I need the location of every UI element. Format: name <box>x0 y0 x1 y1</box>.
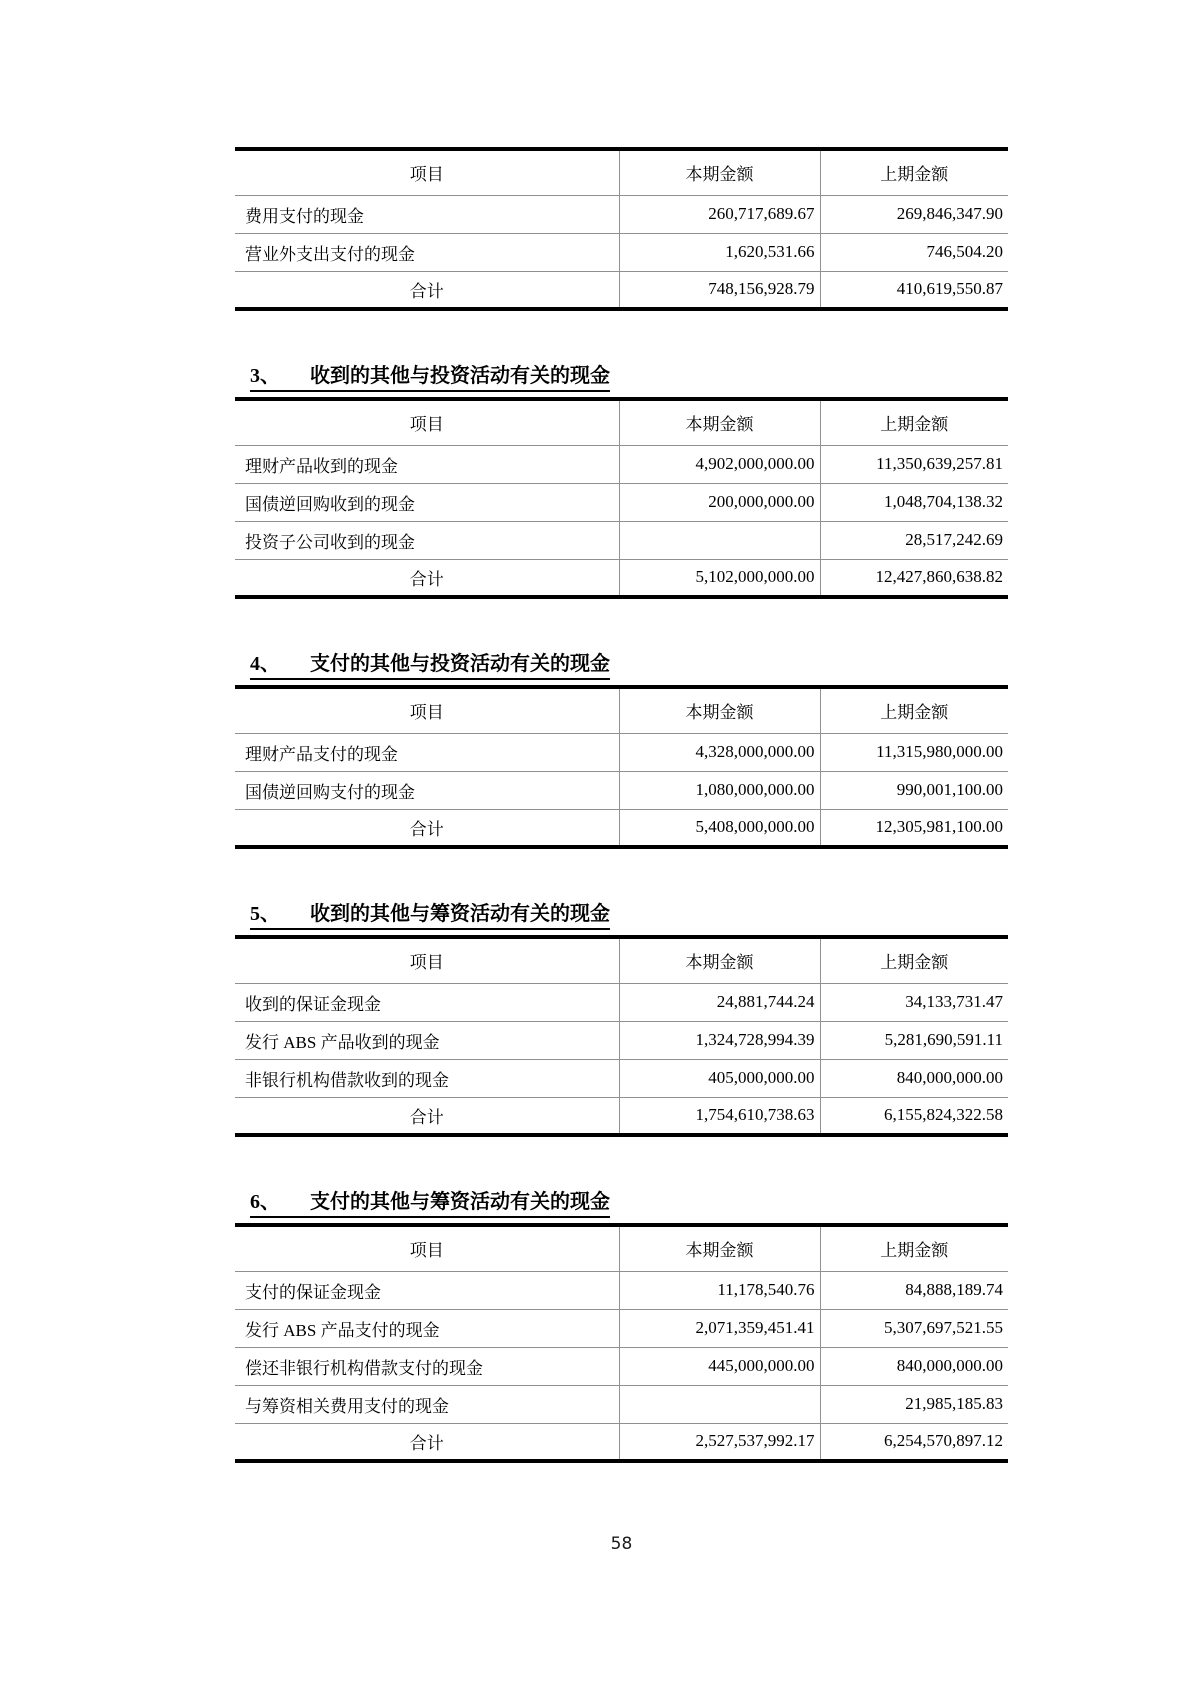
row-prior-amount: 28,517,242.69 <box>820 521 1008 559</box>
row-item-label: 投资子公司收到的现金 <box>235 521 619 559</box>
table-header-row <box>235 149 1008 195</box>
row-item-label: 偿还非银行机构借款支付的现金 <box>235 1347 619 1385</box>
total-row <box>235 559 1008 597</box>
financial-table <box>235 935 1008 1137</box>
total-prior-amount: 6,155,824,322.58 <box>820 1097 1008 1135</box>
col-header-item: 项目 <box>235 399 619 445</box>
total-row <box>235 271 1008 309</box>
table-body <box>235 983 1008 1135</box>
col-header-item: 项目 <box>235 937 619 983</box>
report-section <box>235 147 1008 311</box>
col-header-prior-period: 上期金额 <box>820 687 1008 733</box>
row-current-amount: 4,328,000,000.00 <box>619 733 820 771</box>
row-current-amount: 1,620,531.66 <box>619 233 820 271</box>
row-current-amount: 445,000,000.00 <box>619 1347 820 1385</box>
section-title-text: 收到的其他与投资活动有关的现金 <box>310 365 610 387</box>
total-current-amount: 1,754,610,738.63 <box>619 1097 820 1135</box>
total-current-amount: 748,156,928.79 <box>619 271 820 309</box>
report-section <box>235 651 1008 849</box>
section-title-underline <box>250 651 610 680</box>
row-current-amount: 1,080,000,000.00 <box>619 771 820 809</box>
total-label: 合计 <box>409 1433 444 1453</box>
col-header-current-period: 本期金额 <box>619 149 820 195</box>
row-current-amount: 200,000,000.00 <box>619 483 820 521</box>
row-current-amount: 2,071,359,451.41 <box>619 1309 820 1347</box>
financial-table <box>235 685 1008 849</box>
content-area <box>235 0 1008 1463</box>
section-title-text: 支付的其他与投资活动有关的现金 <box>310 653 610 675</box>
row-item-label: 国债逆回购收到的现金 <box>235 483 619 521</box>
report-section <box>235 363 1008 599</box>
section-title-underline <box>250 363 610 392</box>
row-current-amount: 4,902,000,000.00 <box>619 445 820 483</box>
col-header-item: 项目 <box>235 687 619 733</box>
section-number: 6、 <box>250 1191 280 1213</box>
row-item-label: 国债逆回购支付的现金 <box>235 771 619 809</box>
col-header-prior-period: 上期金额 <box>820 1225 1008 1271</box>
total-row <box>235 809 1008 847</box>
table-row <box>235 733 1008 771</box>
section-title <box>250 363 1008 392</box>
row-current-amount <box>619 1385 820 1423</box>
total-prior-amount: 410,619,550.87 <box>820 271 1008 309</box>
total-current-amount: 2,527,537,992.17 <box>619 1423 820 1461</box>
row-item-label: 理财产品收到的现金 <box>235 445 619 483</box>
section-number: 4、 <box>250 653 280 675</box>
row-item-label: 发行 ABS 产品支付的现金 <box>235 1309 619 1347</box>
total-label: 合计 <box>409 281 444 301</box>
row-prior-amount: 746,504.20 <box>820 233 1008 271</box>
row-prior-amount: 34,133,731.47 <box>820 983 1008 1021</box>
col-header-current-period: 本期金额 <box>619 1225 820 1271</box>
table-row <box>235 195 1008 233</box>
row-prior-amount: 21,985,185.83 <box>820 1385 1008 1423</box>
section-title-text: 支付的其他与筹资活动有关的现金 <box>310 1191 610 1213</box>
row-item-label: 发行 ABS 产品收到的现金 <box>235 1021 619 1059</box>
financial-table <box>235 147 1008 311</box>
total-label: 合计 <box>409 819 444 839</box>
col-header-current-period: 本期金额 <box>619 399 820 445</box>
section-title <box>250 901 1008 930</box>
total-current-amount: 5,102,000,000.00 <box>619 559 820 597</box>
col-header-current-period: 本期金额 <box>619 937 820 983</box>
table-row <box>235 521 1008 559</box>
table-row <box>235 483 1008 521</box>
table-row <box>235 1059 1008 1097</box>
section-title-text: 收到的其他与筹资活动有关的现金 <box>310 903 610 925</box>
row-item-label: 理财产品支付的现金 <box>235 733 619 771</box>
row-prior-amount: 269,846,347.90 <box>820 195 1008 233</box>
table-header-row <box>235 937 1008 983</box>
report-section <box>235 901 1008 1137</box>
table-header-row <box>235 1225 1008 1271</box>
page-number: 58 <box>610 1534 633 1554</box>
row-prior-amount: 840,000,000.00 <box>820 1347 1008 1385</box>
row-prior-amount: 990,001,100.00 <box>820 771 1008 809</box>
total-row <box>235 1423 1008 1461</box>
table-row <box>235 445 1008 483</box>
table-row <box>235 1385 1008 1423</box>
row-current-amount: 260,717,689.67 <box>619 195 820 233</box>
col-header-item: 项目 <box>235 149 619 195</box>
row-current-amount: 24,881,744.24 <box>619 983 820 1021</box>
table-row <box>235 1347 1008 1385</box>
row-item-label: 营业外支出支付的现金 <box>235 233 619 271</box>
total-row <box>235 1097 1008 1135</box>
table-row <box>235 1021 1008 1059</box>
row-current-amount: 1,324,728,994.39 <box>619 1021 820 1059</box>
row-prior-amount: 5,307,697,521.55 <box>820 1309 1008 1347</box>
financial-table <box>235 397 1008 599</box>
table-body <box>235 445 1008 597</box>
row-prior-amount: 11,350,639,257.81 <box>820 445 1008 483</box>
total-label: 合计 <box>409 1107 444 1127</box>
col-header-item: 项目 <box>235 1225 619 1271</box>
table-body <box>235 733 1008 847</box>
table-header-row <box>235 687 1008 733</box>
section-number: 5、 <box>250 903 280 925</box>
row-item-label: 费用支付的现金 <box>235 195 619 233</box>
section-title <box>250 1189 1008 1218</box>
row-item-label: 非银行机构借款收到的现金 <box>235 1059 619 1097</box>
row-prior-amount: 84,888,189.74 <box>820 1271 1008 1309</box>
row-item-label: 与筹资相关费用支付的现金 <box>235 1385 619 1423</box>
report-section <box>235 1189 1008 1463</box>
total-label: 合计 <box>409 569 444 589</box>
financial-table <box>235 1223 1008 1463</box>
row-prior-amount: 11,315,980,000.00 <box>820 733 1008 771</box>
section-number: 3、 <box>250 365 280 387</box>
section-title <box>250 651 1008 680</box>
row-prior-amount: 840,000,000.00 <box>820 1059 1008 1097</box>
total-prior-amount: 12,427,860,638.82 <box>820 559 1008 597</box>
section-title-underline <box>250 1189 610 1218</box>
total-prior-amount: 12,305,981,100.00 <box>820 809 1008 847</box>
row-current-amount <box>619 521 820 559</box>
table-row <box>235 771 1008 809</box>
table-row <box>235 983 1008 1021</box>
row-current-amount: 405,000,000.00 <box>619 1059 820 1097</box>
row-current-amount: 11,178,540.76 <box>619 1271 820 1309</box>
row-prior-amount: 5,281,690,591.11 <box>820 1021 1008 1059</box>
table-body <box>235 195 1008 309</box>
table-header-row <box>235 399 1008 445</box>
col-header-prior-period: 上期金额 <box>820 399 1008 445</box>
col-header-prior-period: 上期金额 <box>820 937 1008 983</box>
table-row <box>235 1271 1008 1309</box>
table-body <box>235 1271 1008 1461</box>
total-current-amount: 5,408,000,000.00 <box>619 809 820 847</box>
total-prior-amount: 6,254,570,897.12 <box>820 1423 1008 1461</box>
row-item-label: 收到的保证金现金 <box>235 983 619 1021</box>
table-row <box>235 233 1008 271</box>
row-prior-amount: 1,048,704,138.32 <box>820 483 1008 521</box>
col-header-current-period: 本期金额 <box>619 687 820 733</box>
col-header-prior-period: 上期金额 <box>820 149 1008 195</box>
section-title-underline <box>250 901 610 930</box>
row-item-label: 支付的保证金现金 <box>235 1271 619 1309</box>
table-row <box>235 1309 1008 1347</box>
